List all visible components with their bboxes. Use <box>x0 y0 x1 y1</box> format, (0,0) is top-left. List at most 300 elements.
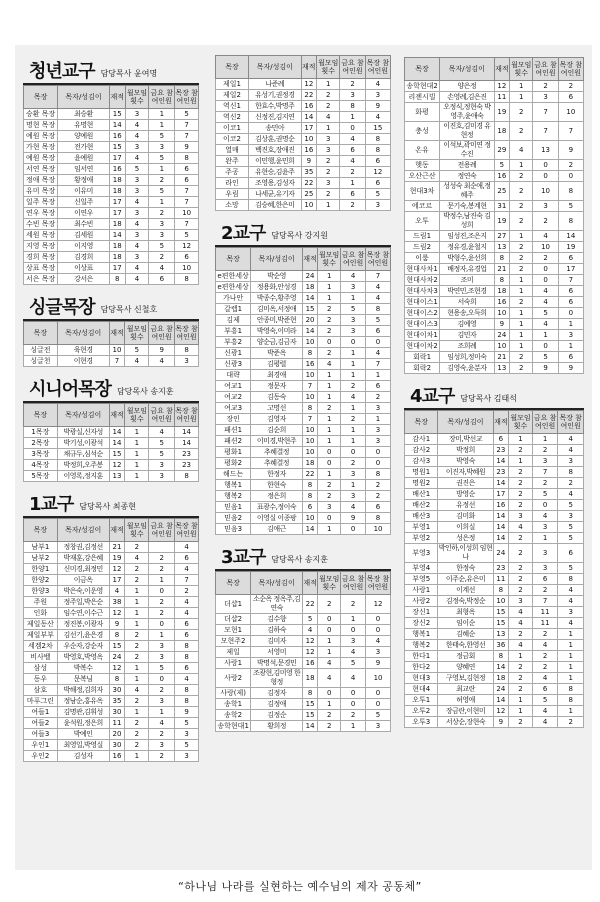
count-cell: 5 <box>532 489 558 500</box>
count-cell: 3 <box>558 607 584 618</box>
leader-cell: 조영용,김성자 <box>249 178 302 189</box>
leader-cell: 황정애 <box>58 175 110 186</box>
count-cell: 5 <box>149 131 175 142</box>
bulletin-page <box>15 45 592 870</box>
leader-cell: 최경애 <box>251 370 303 381</box>
count-cell: 3 <box>366 721 391 732</box>
count-cell: 3 <box>149 230 175 241</box>
leader-cell: 이진자,박혜원 <box>438 467 493 478</box>
count-cell: 13 <box>494 363 510 374</box>
table-row <box>216 326 391 337</box>
count-cell: 14 <box>493 662 509 673</box>
leader-cell: 김상훈,권명순 <box>249 134 302 145</box>
count-cell: 18 <box>109 175 125 186</box>
count-cell: 2 <box>533 81 558 92</box>
mokjang-cell: 김제 <box>216 315 251 326</box>
mokjang-cell: 예원 목장 <box>24 153 58 164</box>
section-title: 1교구 <box>29 494 74 515</box>
column-header: 목장 <box>24 86 58 109</box>
leader-cell: 이민행,윤민희 <box>249 156 302 167</box>
table-row <box>24 164 199 175</box>
count-cell: 5 <box>175 740 199 751</box>
count-cell: 8 <box>558 212 583 231</box>
table-row <box>405 673 584 684</box>
leader-cell: 이영실 이종팡 <box>251 513 303 524</box>
mokjang-cell: 오투2 <box>405 706 438 717</box>
mokjang-cell: 갈렙1 <box>216 304 251 315</box>
mokjang-cell: e편한세상 <box>217 271 249 280</box>
count-cell: 2 <box>149 608 175 619</box>
count-cell: 4 <box>532 511 558 522</box>
count-cell: 9 <box>301 156 317 167</box>
count-cell: 23 <box>493 467 509 478</box>
leader-cell: 박복수 <box>57 663 109 674</box>
mokjang-cell: 오투3 <box>405 717 438 728</box>
count-cell: 1 <box>318 699 341 710</box>
section-title: 싱글목장 <box>29 297 95 318</box>
count-cell: 2 <box>509 629 533 640</box>
count-cell: 6 <box>366 502 391 513</box>
count-cell: 1 <box>317 123 340 134</box>
count-cell: 3 <box>317 145 340 156</box>
column-left <box>23 57 199 770</box>
count-cell: 0 <box>149 619 175 630</box>
count-cell: 6 <box>366 381 391 392</box>
mokjang-cell: 싱글천 <box>24 356 58 367</box>
count-cell: 1 <box>341 480 366 491</box>
count-cell: 10 <box>493 596 509 607</box>
leader-cell: 정유경,윤철지 <box>440 242 494 253</box>
count-cell: 18 <box>302 282 317 293</box>
count-cell: 18 <box>493 673 509 684</box>
mokjang-cell: 삼호 <box>24 685 58 696</box>
count-cell: 3 <box>149 696 175 707</box>
count-cell: 4 <box>318 359 341 370</box>
count-cell: 2 <box>149 685 175 696</box>
count-cell: 9 <box>366 658 391 669</box>
table-row <box>405 286 584 297</box>
leader-cell: 현용송,오득희 <box>440 308 494 319</box>
table-row <box>24 449 199 460</box>
leader-cell: 윤석원,정은희 <box>57 718 109 729</box>
table-row <box>405 544 584 563</box>
count-cell: 1 <box>510 275 533 286</box>
mokjang-cell: 평화1 <box>216 447 251 458</box>
count-cell: 1 <box>510 319 533 330</box>
count-cell: 1 <box>509 456 533 467</box>
count-cell: 4 <box>558 618 584 629</box>
count-cell: 2 <box>125 564 149 575</box>
count-cell: 30 <box>109 707 125 718</box>
column-header: 재적 <box>302 572 317 595</box>
count-cell: 3 <box>341 636 366 647</box>
mokjang-cell: 2목장 <box>24 438 58 449</box>
mokjang-cell: 감사3 <box>405 456 438 467</box>
leader-cell: 김성자 <box>57 751 109 762</box>
count-cell: 9 <box>533 363 558 374</box>
count-cell: 4 <box>175 608 199 619</box>
count-cell: 4 <box>533 231 558 242</box>
column-header: 재적 <box>494 58 510 81</box>
count-cell: 10 <box>366 669 391 688</box>
column-header: 목장 <box>24 519 58 542</box>
mokjang-cell: 가현 목장 <box>24 142 58 153</box>
column-header: 재적 <box>109 519 125 542</box>
count-cell: 10 <box>533 182 558 201</box>
count-cell: 18 <box>109 186 125 197</box>
count-cell: 4 <box>175 597 199 608</box>
count-cell: 13 <box>493 629 509 640</box>
count-cell: 12 <box>175 241 199 252</box>
column-header: 목자/성김이 <box>58 86 110 109</box>
count-cell: 2 <box>366 480 391 491</box>
mokjang-cell: 제일1 <box>216 79 249 90</box>
count-cell: 15 <box>302 710 317 721</box>
count-cell: 19 <box>494 212 510 231</box>
count-cell: 14 <box>109 230 125 241</box>
mokjang-cell: 믿음1 <box>216 502 251 513</box>
count-cell: 4 <box>125 153 149 164</box>
count-cell: 14 <box>493 478 509 489</box>
table-row <box>405 629 584 640</box>
count-cell: 15 <box>493 607 509 618</box>
count-cell: 2 <box>318 315 341 326</box>
count-cell: 1 <box>510 330 533 341</box>
count-cell: 1 <box>341 293 366 304</box>
leader-cell: 김세원 <box>58 230 110 241</box>
count-cell: 1 <box>341 403 366 414</box>
section-3 <box>23 490 199 762</box>
leader-cell: 이계선 <box>438 585 493 596</box>
table-row <box>216 436 391 447</box>
table-row <box>405 352 584 363</box>
leader-cell: 박준옥 <box>251 348 303 359</box>
count-cell: 10 <box>366 524 391 535</box>
table-row <box>405 141 584 160</box>
count-cell: 2 <box>125 652 149 663</box>
leader-cell: 박재훈,강은혜 <box>57 553 109 564</box>
table-row <box>216 524 391 535</box>
count-cell: 19 <box>558 242 583 253</box>
attendance-table <box>215 247 391 535</box>
count-cell: 4 <box>532 717 558 728</box>
table-row <box>216 699 391 710</box>
leader-cell: 박광실,신자성 <box>57 427 109 438</box>
leader-cell: 박기성,이광석 <box>57 438 109 449</box>
count-cell: 30 <box>109 685 125 696</box>
count-cell: 6 <box>365 178 390 189</box>
count-cell: 18 <box>494 286 510 297</box>
leader-cell: 배정자,유경업 <box>440 264 494 275</box>
table-row <box>24 241 199 252</box>
count-cell: 2 <box>509 563 533 574</box>
mokjang-cell: 서은 목장 <box>24 274 58 285</box>
count-cell: 2 <box>125 696 149 707</box>
mokjang-cell: 우인1 <box>24 740 58 751</box>
mokjang-cell: 회락1 <box>405 352 440 363</box>
count-cell: 2 <box>510 182 533 201</box>
count-cell: 18 <box>109 241 125 252</box>
leader-cell: 이주순,유은미 <box>438 574 493 585</box>
count-cell: 4 <box>365 112 390 123</box>
count-cell: 0 <box>533 275 558 286</box>
table-row <box>405 522 584 533</box>
table-row <box>216 414 391 425</box>
count-cell: 4 <box>125 685 149 696</box>
mokjang-cell: 연우 목장 <box>24 208 58 219</box>
count-cell: 3 <box>125 142 149 153</box>
section-header <box>215 543 391 571</box>
table-row <box>216 480 391 491</box>
count-cell: 1 <box>558 673 584 684</box>
attendance-table <box>23 518 199 762</box>
count-cell: 8 <box>340 101 365 112</box>
column-header: 목장 참여인원 <box>365 56 390 79</box>
count-cell: 18 <box>109 252 125 263</box>
count-cell: 4 <box>341 392 366 403</box>
count-cell: 4 <box>125 197 149 208</box>
leader-cell: 조광현,김미영 한형정 <box>251 669 303 688</box>
count-cell: 2 <box>149 751 175 762</box>
count-cell: 0 <box>340 123 365 134</box>
count-cell: 11 <box>532 607 558 618</box>
count-cell: 6 <box>302 502 317 513</box>
count-cell: 25 <box>494 182 510 201</box>
count-cell: 3 <box>365 200 390 211</box>
table-row <box>24 252 199 263</box>
mokjang-cell: 한양2 <box>24 575 58 586</box>
column-middle <box>215 55 391 740</box>
count-cell: 23 <box>175 449 199 460</box>
leader-cell: 신정진,김지연 <box>249 112 302 123</box>
leader-cell: 성성숙 최순애,정혜주 <box>440 182 494 201</box>
count-cell: 4 <box>533 286 558 297</box>
count-cell: 2 <box>509 500 533 511</box>
table-row <box>24 208 199 219</box>
mokjang-cell: 주공 <box>216 167 249 178</box>
table-row <box>24 652 199 663</box>
table-row <box>405 253 584 264</box>
count-cell: 2 <box>317 90 340 101</box>
table-row <box>216 145 391 156</box>
table-row <box>405 478 584 489</box>
table-row <box>216 392 391 403</box>
table-row <box>24 230 199 241</box>
leader-cell: 김미자 <box>251 636 303 647</box>
mokjang-cell: 부흥1 <box>216 326 251 337</box>
leader-cell: 나세균,유기자 <box>249 189 302 200</box>
count-cell: 11 <box>494 92 510 103</box>
table-row <box>405 160 584 171</box>
leader-cell: 조미 <box>440 275 494 286</box>
leader-cell: 유정선 <box>438 500 493 511</box>
leader-cell: 정연숙 <box>440 171 494 182</box>
count-cell: 7 <box>302 381 317 392</box>
count-cell: 6 <box>558 297 583 308</box>
mokjang-cell: 신광3 <box>216 359 251 370</box>
count-cell: 4 <box>366 293 391 304</box>
mokjang-cell: 햇동 <box>405 160 440 171</box>
count-cell: 4 <box>366 282 391 293</box>
table-row <box>216 271 391 282</box>
count-cell: 8 <box>175 153 199 164</box>
attendance-table <box>23 403 199 482</box>
column-header: 금요 참여인원 <box>341 572 366 595</box>
count-cell: 2 <box>533 212 558 231</box>
column-header: 목자/성김이 <box>249 56 302 79</box>
count-cell: 4 <box>341 271 366 282</box>
leader-cell: 손영례,김은진 <box>440 92 494 103</box>
count-cell: 1 <box>125 449 149 460</box>
leader-cell: 전가현 <box>58 142 110 153</box>
leader-cell: 성은정 <box>438 533 493 544</box>
count-cell: 8 <box>302 491 317 502</box>
count-cell: 6 <box>149 274 175 285</box>
mokjang-cell: 현대사차3 <box>406 286 438 295</box>
count-cell: 6 <box>340 145 365 156</box>
count-cell: 1 <box>510 81 533 92</box>
table-row <box>405 445 584 456</box>
count-cell: 1 <box>318 524 341 535</box>
count-cell: 8 <box>109 630 125 641</box>
count-cell: 1 <box>318 293 341 304</box>
mokjang-cell: 삼성 <box>24 663 58 674</box>
count-cell: 2 <box>149 553 175 564</box>
count-cell: 2 <box>510 363 533 374</box>
count-cell: 7 <box>109 356 125 367</box>
count-cell: 0 <box>366 458 391 469</box>
table-row <box>405 456 584 467</box>
mokjang-cell: 이룸 <box>405 253 440 264</box>
count-cell: 5 <box>341 304 366 315</box>
count-cell: 20 <box>302 315 317 326</box>
count-cell: 4 <box>125 241 149 252</box>
count-cell: 1 <box>558 629 584 640</box>
count-cell: 4 <box>509 640 533 651</box>
count-cell: 2 <box>125 729 149 740</box>
count-cell: 1 <box>558 706 584 717</box>
mokjang-cell: 현대사차2 <box>406 275 438 284</box>
count-cell: 10 <box>302 436 317 447</box>
table-row <box>216 688 391 699</box>
count-cell: 3 <box>366 647 391 658</box>
count-cell: 4 <box>366 348 391 359</box>
leader-cell: 정용화,안성경 <box>251 282 303 293</box>
mokjang-cell: 현대이차2 <box>406 341 438 350</box>
column-header: 월모임 횟수 <box>125 86 149 109</box>
count-cell: 1 <box>341 359 366 370</box>
count-cell: 5 <box>175 718 199 729</box>
mokjang-cell: 서연 목장 <box>24 164 58 175</box>
mokjang-cell: 라인 <box>216 178 249 189</box>
leader-cell: 정문자 <box>251 381 303 392</box>
count-cell: 5 <box>494 160 510 171</box>
leader-cell: 박형수,윤선희 <box>440 253 494 264</box>
count-cell: 2 <box>317 156 340 167</box>
count-cell: 2 <box>341 458 366 469</box>
table-row <box>405 275 584 286</box>
count-cell: 3 <box>558 456 584 467</box>
count-cell: 14 <box>109 438 125 449</box>
count-cell: 0 <box>366 699 391 710</box>
count-cell: 0 <box>366 625 391 636</box>
count-cell: 15 <box>493 618 509 629</box>
count-cell: 10 <box>302 392 317 403</box>
table-row <box>405 81 584 92</box>
leader-cell: 이유미 <box>58 186 110 197</box>
table-row <box>216 156 391 167</box>
table-row <box>24 751 199 762</box>
column-header: 목장 참여인원 <box>558 411 584 434</box>
count-cell: 2 <box>149 175 175 186</box>
count-cell: 3 <box>175 751 199 762</box>
count-cell: 15 <box>365 123 390 134</box>
table-row <box>24 542 199 553</box>
section-title: 2교구 <box>221 223 266 244</box>
count-cell: 12 <box>301 79 317 90</box>
count-cell: 5 <box>558 500 584 511</box>
table-row <box>24 630 199 641</box>
count-cell: 0 <box>318 337 341 348</box>
count-cell: 3 <box>366 436 391 447</box>
mokjang-cell: 3목장 <box>24 449 58 460</box>
leader-cell: 이영록,정지훈 <box>57 471 109 482</box>
table-row <box>405 92 584 103</box>
leader-cell: 윤예원 <box>58 153 110 164</box>
section-8 <box>404 382 584 728</box>
section-header <box>404 382 584 410</box>
mokjang-cell: 신광1 <box>216 348 251 359</box>
count-cell: 0 <box>341 524 366 535</box>
count-cell: 4 <box>558 596 584 607</box>
section-header <box>23 293 199 321</box>
mokjang-cell: 현대이스3 <box>406 319 438 328</box>
table-row <box>405 651 584 662</box>
count-cell: 5 <box>302 614 317 625</box>
count-cell: 7 <box>175 120 199 131</box>
count-cell: 5 <box>558 201 583 212</box>
table-row <box>216 101 391 112</box>
count-cell: 0 <box>318 458 341 469</box>
count-cell: 4 <box>509 607 533 618</box>
count-cell: 8 <box>175 641 199 652</box>
mokjang-cell: 현대이스2 <box>406 308 438 317</box>
mokjang-cell: 1목장 <box>24 427 58 438</box>
column-header: 목장 <box>24 322 58 345</box>
count-cell: 4 <box>318 669 341 688</box>
count-cell: 4 <box>340 134 365 145</box>
count-cell: 1 <box>318 636 341 647</box>
count-cell: 0 <box>318 688 341 699</box>
count-cell: 1 <box>341 436 366 447</box>
count-cell: 2 <box>149 252 175 263</box>
count-cell: 8 <box>558 695 584 706</box>
count-cell: 2 <box>149 597 175 608</box>
count-cell: 3 <box>125 230 149 241</box>
leader-cell: 정창권,김정선 <box>57 542 109 553</box>
leader-cell: 최영일,박영실 <box>57 740 109 751</box>
count-cell: 6 <box>558 92 583 103</box>
leader-cell: 황희정 <box>251 721 303 732</box>
mokjang-cell: 배산2 <box>405 500 438 511</box>
table-row <box>24 427 199 438</box>
table-row <box>24 663 199 674</box>
table-row <box>405 212 584 231</box>
leader-cell: 박연민,조현경 <box>440 286 494 297</box>
leader-cell: 김평렬 <box>251 359 303 370</box>
column-header: 월모임 횟수 <box>318 248 341 271</box>
count-cell: 1 <box>340 178 365 189</box>
